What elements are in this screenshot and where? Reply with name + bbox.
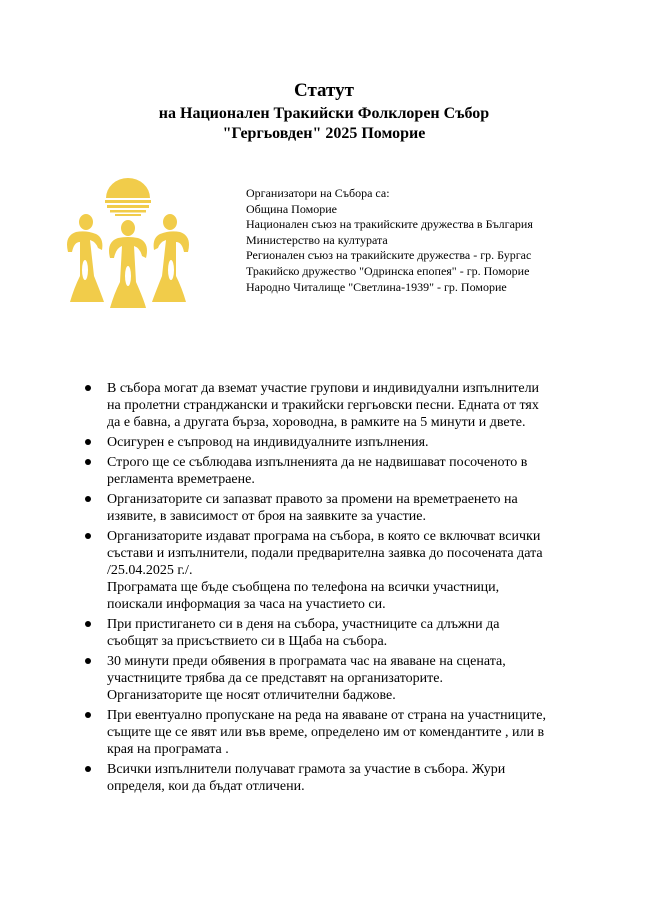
rule-text: 30 минути преди обявения в програмата час на яваване на сцената, участниците трябва да се представят на организаторите. (107, 654, 506, 686)
bullet-icon (85, 496, 91, 502)
rule-text: Осигурен е съпровод на индивидуалните изпълнения. (107, 435, 429, 450)
rule-item (80, 528, 550, 613)
organizers-block (246, 186, 533, 295)
organizers-heading: Организатори на Събора са: (246, 186, 390, 200)
rule-extra-text: Организаторите ще носят отличителни баджове. (107, 688, 396, 703)
organizer-item: Министерство на културата (246, 232, 388, 247)
rule-item (80, 707, 550, 758)
rule-text: Организаторите си запазват правото за промени на времетраенето на изявите, в зависимост от броя на заявките за участие. (107, 492, 518, 524)
rule-item (80, 653, 550, 704)
bullet-icon (85, 621, 91, 627)
organizer-item: Регионален съюз на тракийските дружества - гр. Бургас (246, 248, 532, 263)
rule-extra-text: Програмата ще бъде съобщена по телефона на всички участници, поискали информация за часа на участието си. (107, 580, 500, 612)
organizer-item: Община Поморие (246, 201, 337, 216)
bullet-icon (85, 459, 91, 465)
rule-text: При евентуално пропускане на реда на яваване от страна на участниците, същите ще се явят или във време, определено им от комендантите , или в края на програмата . (107, 708, 546, 757)
rule-item (80, 616, 550, 650)
rule-text: Организаторите издават програма на събора, в която се включват всички състави и изпълнители, подали предварителна заявка до посочената дата /25.04.2025 г./. (107, 529, 543, 578)
rule-text: При пристигането си в деня на събора, участниците са длъжни да съобщят за присъствието си в Щаба на събора. (107, 617, 500, 649)
rule-item (80, 491, 550, 525)
page-title: Статут (294, 80, 354, 101)
rule-text: В събора могат да вземат участие групови и индивидуални изпълнители на пролетни странджански и тракийски гергьовски песни. Едната от тях да е бавна, а другата бърза, хороводна, в рамките на 5 минути и двете. (107, 381, 540, 430)
folk-dancers-sun-logo-icon (58, 178, 198, 318)
rule-item (80, 454, 550, 488)
bullet-icon (85, 439, 91, 445)
rules-list (80, 380, 550, 798)
bullet-icon (85, 712, 91, 718)
rule-item (80, 380, 550, 431)
bullet-icon (85, 658, 91, 664)
page-subtitle-line1: на Национален Тракийски Фолклорен Събор (158, 105, 490, 122)
organizer-item: Народно Читалище "Светлина-1939" - гр. Поморие (246, 279, 507, 294)
organizer-item: Национален съюз на тракийските дружества в България (246, 217, 533, 232)
page-subtitle-line2: "Гергьовден" 2025 Поморие (222, 125, 426, 142)
rule-text: Строго ще се съблюдава изпълненията да не надвишават посоченото в регламента времетраене. (107, 455, 528, 487)
rule-text: Всички изпълнители получават грамота за участие в събора. Жури определя, кои да бъдат отличени. (107, 762, 506, 794)
rule-item (80, 434, 550, 451)
bullet-icon (85, 385, 91, 391)
organizer-item: Тракийско дружество "Одринска епопея" - гр. Поморие (246, 263, 530, 278)
bullet-icon (85, 766, 91, 772)
rule-item (80, 761, 550, 795)
bullet-icon (85, 533, 91, 539)
